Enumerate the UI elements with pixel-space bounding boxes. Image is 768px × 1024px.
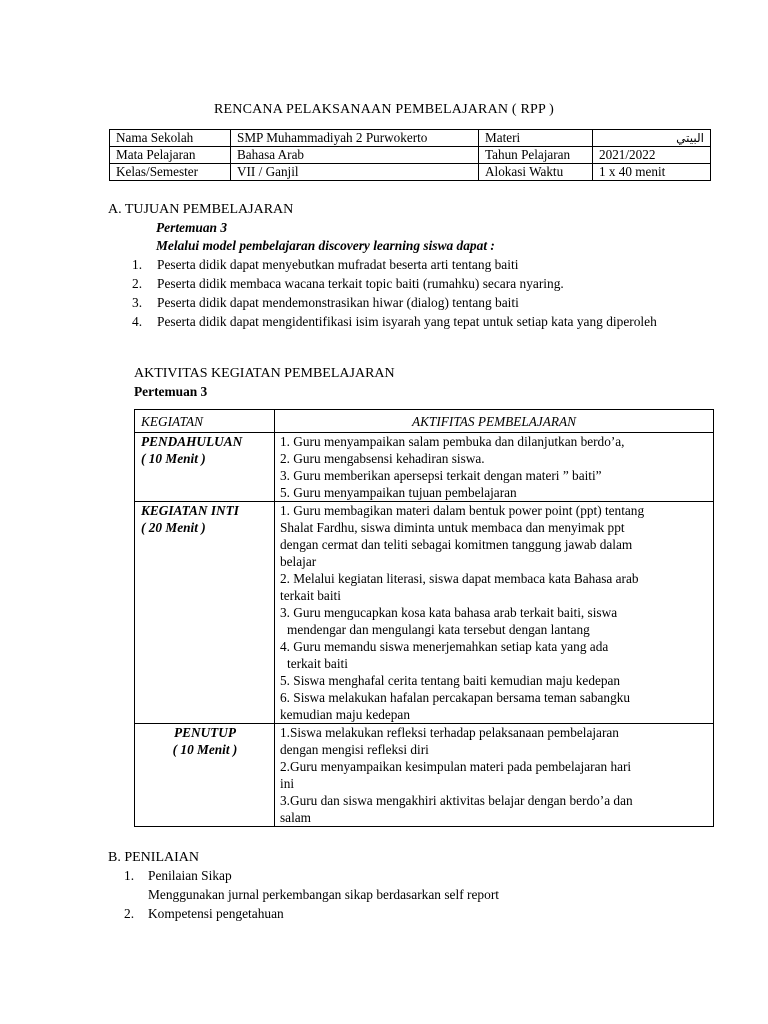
info-label: Materi (479, 130, 593, 147)
activity-description (275, 724, 714, 827)
activity-line: 2.Guru menyampaikan kesimpulan materi pada pembelajaran hari (280, 759, 632, 774)
section-a-heading: A. TUJUAN PEMBELAJARAN (108, 202, 294, 217)
info-label: Tahun Pelajaran (479, 147, 593, 164)
activity-line: 1. Guru menyampaikan salam pembuka dan dilanjutkan berdo’a, (280, 434, 625, 449)
assessment-number: 2. (124, 906, 135, 921)
list-number: 1. (132, 257, 143, 272)
assessment-subtext: Menggunakan jurnal perkembangan sikap berdasarkan self report (148, 887, 500, 902)
activity-line: 5. Guru menyampaikan tujuan pembelajaran (280, 485, 517, 500)
activity-line: belajar (280, 554, 317, 569)
section-a-intro: Melalui model pembelajaran discovery learning siswa dapat : (156, 238, 495, 253)
activity-line: ini (280, 776, 295, 791)
list-item (132, 274, 692, 293)
activity-line: mendengar dan mengulangi kata tersebut dengan lantang (287, 622, 590, 637)
assessment-item: Penilaian Sikap (148, 868, 232, 883)
list-item (132, 312, 687, 331)
phase-name: PENUTUP (173, 725, 237, 740)
info-label: Alokasi Waktu (479, 164, 593, 181)
info-value: SMP Muhammadiyah 2 Purwokerto (231, 130, 479, 147)
activity-line: kemudian maju kedepan (280, 707, 410, 722)
info-label: Mata Pelajaran (110, 147, 231, 164)
list-text: Peserta didik dapat mengidentifikasi isim isyarah yang tepat untuk setiap kata yang diperoleh (157, 314, 657, 329)
activity-line: dengan mengisi refleksi diri (280, 742, 429, 757)
activity-line: 2. Melalui kegiatan literasi, siswa dapat membaca kata Bahasa arab (280, 571, 639, 586)
activity-line: Shalat Fardhu, siswa diminta untuk membaca dan menyimak ppt (280, 520, 625, 535)
list-number: 2. (132, 276, 143, 291)
activity-line: 4. Guru memandu siswa menerjemahkan setiap kata yang ada (280, 639, 609, 654)
activity-line: 3.Guru dan siswa mengakhiri aktivitas belajar dengan berdo’a dan (280, 793, 633, 808)
info-value: 2021/2022 (593, 147, 711, 164)
list-number: 4. (132, 314, 143, 329)
list-item (132, 293, 692, 312)
column-header-kegiatan: KEGIATAN (135, 410, 275, 433)
list-text: Peserta didik membaca wacana terkait topic baiti (rumahku) secara nyaring. (157, 276, 564, 291)
info-row (110, 164, 711, 181)
activities-meeting: Pertemuan 3 (134, 384, 208, 399)
list-text: Peserta didik dapat menyebutkan mufradat beserta arti tentang baiti (157, 257, 519, 272)
info-value: Bahasa Arab (231, 147, 479, 164)
column-header-aktifitas: AKTIFITAS PEMBELAJARAN (275, 410, 714, 433)
phase-duration: ( 10 Menit ) (172, 742, 238, 757)
table-row (135, 433, 714, 502)
section-a-meeting: Pertemuan 3 (156, 220, 228, 235)
info-row (110, 147, 711, 164)
activity-line: 3. Guru mengucapkan kosa kata bahasa arab terkait baiti, siswa (280, 605, 618, 620)
info-row (110, 130, 711, 147)
activity-line: salam (280, 810, 312, 825)
phase-name: PENDAHULUAN (141, 434, 243, 449)
info-label: Nama Sekolah (110, 130, 231, 147)
activity-line: 1.Siswa melakukan refleksi terhadap pelaksanaan pembelajaran (280, 725, 619, 740)
activity-line: 6. Siswa melakukan hafalan percakapan bersama teman sabangku (280, 690, 631, 705)
info-value: VII / Ganjil (231, 164, 479, 181)
info-value: البيتي (593, 130, 711, 147)
list-number: 3. (132, 295, 143, 310)
phase-name: KEGIATAN INTI (141, 503, 239, 518)
activity-phase (135, 433, 275, 502)
activity-line: 3. Guru memberikan apersepsi terkait dengan materi ” baiti” (280, 468, 602, 483)
list-item (132, 255, 692, 274)
activity-line: 2. Guru mengabsensi kehadiran siswa. (280, 451, 485, 466)
section-b-heading: B. PENILAIAN (108, 850, 199, 865)
activity-description (275, 433, 714, 502)
activity-phase (135, 502, 275, 724)
objectives-list (132, 255, 692, 331)
table-row (135, 502, 714, 724)
activity-description (275, 502, 714, 724)
document-title: RENCANA PELAKSANAAN PEMBELAJARAN ( RPP ) (213, 102, 554, 117)
assessment-item: Kompetensi pengetahuan (148, 906, 284, 921)
activity-line: dengan cermat dan teliti sebagai komitmen tanggung jawab dalam (280, 537, 633, 552)
phase-duration: ( 20 Menit ) (141, 520, 206, 535)
info-value: 1 x 40 menit (593, 164, 711, 181)
activity-line: 1. Guru membagikan materi dalam bentuk power point (ppt) tentang (280, 503, 645, 518)
table-header-row (135, 410, 714, 433)
activities-table (134, 409, 714, 827)
activities-heading: AKTIVITAS KEGIATAN PEMBELAJARAN (134, 366, 395, 381)
activity-line: terkait baiti (280, 588, 341, 603)
assessment-number: 1. (124, 868, 135, 883)
activity-line: 5. Siswa menghafal cerita tentang baiti kemudian maju kedepan (280, 673, 621, 688)
list-text: Peserta didik dapat mendemonstrasikan hiwar (dialog) tentang baiti (157, 295, 519, 310)
activity-phase (135, 724, 275, 827)
phase-duration: ( 10 Menit ) (141, 451, 206, 466)
info-label: Kelas/Semester (110, 164, 231, 181)
table-row (135, 724, 714, 827)
activity-line: terkait baiti (287, 656, 348, 671)
info-table (109, 129, 711, 181)
